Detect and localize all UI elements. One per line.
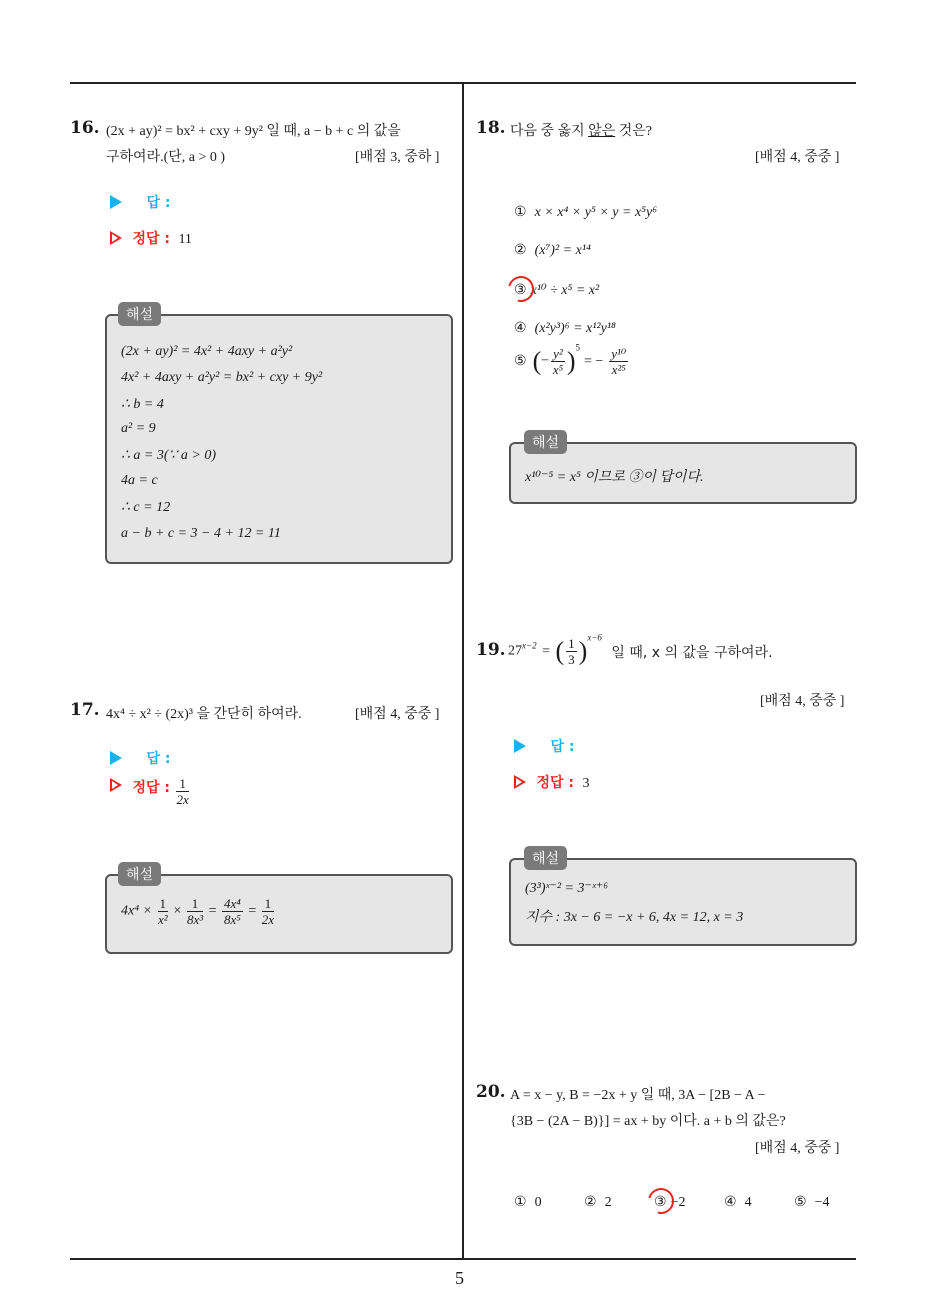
question-18-score: [배점 4, 중중 ] — [755, 150, 840, 165]
selected-circle-mark — [503, 271, 539, 307]
fraction-numerator: 4x⁴ — [224, 896, 241, 911]
bottom-rule — [70, 1258, 856, 1260]
left-paren: ( — [555, 636, 565, 666]
question-17-answer-row[interactable] — [110, 748, 170, 768]
fraction-denominator: 2x — [261, 912, 274, 927]
selected-circle-mark — [643, 1183, 679, 1219]
solution-tab: 해설 — [524, 430, 567, 454]
fraction-numerator: 1 — [568, 636, 575, 651]
solution-tab: 해설 — [118, 302, 161, 326]
solution-fraction — [158, 896, 169, 927]
fraction-denominator: 2x — [176, 792, 189, 807]
right-paren: ) — [566, 346, 576, 376]
solution-operator: = — [208, 903, 217, 919]
answer-label: 답 : — [146, 195, 171, 211]
equation-fraction — [566, 636, 577, 667]
solution-fraction — [187, 896, 203, 927]
fraction-denominator: 8x³ — [186, 912, 204, 927]
option-2[interactable] — [514, 242, 591, 259]
equation-base: 27 — [508, 643, 522, 659]
solution-line: 4x² + 4axy + a²y² = bx² + cxy + 9y² — [121, 370, 323, 385]
option-marker: ④ — [514, 321, 527, 336]
question-20-number: 20. — [476, 1082, 506, 1102]
option-5[interactable] — [794, 1194, 829, 1211]
answer-label: 답 : — [550, 739, 575, 755]
question-16-answer-row[interactable] — [110, 192, 170, 212]
question-18-text — [510, 120, 652, 140]
option-5[interactable] — [514, 342, 630, 377]
hollow-arrow-icon — [110, 778, 122, 792]
option-4[interactable] — [724, 1194, 752, 1211]
solution-tab: 해설 — [524, 846, 567, 870]
question-19-number: 19. — [476, 640, 506, 660]
correct-value: 11 — [178, 232, 192, 247]
option-marker: ① — [514, 205, 527, 220]
option-value: 4 — [744, 1195, 752, 1210]
question-text: 일 때, x 의 값을 구하여라. — [611, 644, 773, 661]
question-19-solution-box — [509, 858, 857, 946]
fraction-numerator: y² — [553, 346, 563, 361]
solution-fraction — [262, 896, 274, 927]
play-arrow-icon — [514, 739, 526, 753]
option-marker: ④ — [724, 1195, 737, 1210]
fraction-denominator: x² — [157, 912, 168, 927]
solution-line: ∴ c = 12 — [121, 500, 171, 515]
question-17-solution-box — [105, 874, 453, 954]
fraction-numerator: 1 — [262, 896, 274, 912]
right-paren: ) — [578, 636, 588, 666]
question-17-correct-row — [110, 776, 191, 807]
solution-operator: = — [248, 903, 257, 919]
solution-fraction — [222, 896, 243, 927]
hollow-arrow-icon — [110, 231, 122, 245]
option-marker: ② — [584, 1195, 597, 1210]
question-16-text: (2x + ay)² = bx² + cxy + 9y² 일 때, a − b + c 의 값을 — [106, 124, 401, 139]
question-19-correct-row — [514, 772, 589, 792]
option-value: 2 — [604, 1195, 612, 1210]
option-equals: = − — [583, 353, 604, 369]
question-16-solution-box — [105, 314, 453, 564]
option-value: −2 — [670, 1195, 686, 1210]
question-text-part: 것은? — [615, 124, 652, 139]
option-1[interactable] — [514, 1194, 542, 1211]
option-marker: ③ — [654, 1195, 667, 1210]
correct-label: 정답 : — [536, 775, 574, 791]
fraction-denominator: 3 — [568, 652, 575, 667]
question-16-score: [배점 3, 중하 ] — [355, 150, 440, 165]
option-marker: ① — [514, 1195, 527, 1210]
question-16-number: 16. — [70, 118, 100, 138]
question-text-part: 다음 중 옳지 — [510, 124, 589, 139]
solution-line: (3³)ˣ⁻² = 3⁻ˣ⁺⁶ — [525, 881, 609, 896]
option-marker: ⑤ — [514, 354, 527, 369]
question-19-answer-row[interactable] — [514, 736, 574, 756]
question-20-score: [배점 4, 중중 ] — [755, 1141, 840, 1156]
question-16-correct-row — [110, 228, 192, 248]
option-4[interactable] — [514, 320, 616, 337]
fraction-numerator: 1 — [176, 776, 188, 792]
fraction-denominator: x²⁵ — [611, 362, 626, 377]
option-result-fraction — [609, 346, 628, 377]
answer-label: 답 : — [146, 751, 171, 767]
correct-label: 정답 : — [132, 231, 170, 247]
question-16-text-line2: 구하여라.(단, a > 0 ) — [106, 150, 226, 165]
option-exponent: 5 — [575, 342, 580, 353]
fraction-denominator: 8x⁵ — [224, 912, 241, 927]
correct-label: 정답 : — [132, 779, 170, 796]
equation-equals: = — [542, 643, 550, 659]
page-number: 5 — [455, 1268, 464, 1288]
question-17-text: 4x⁴ ÷ x² ÷ (2x)³ 을 간단히 하여라. — [106, 707, 302, 722]
solution-line: 4a = c — [121, 473, 158, 488]
solution-term: 4x⁴ × — [121, 903, 153, 919]
question-19-text — [508, 632, 773, 667]
option-text: x × x⁴ × y⁵ × y = x⁵y⁶ — [534, 205, 658, 220]
solution-line: x¹⁰⁻⁵ = x⁵ 이므로 ③이 답이다. — [525, 470, 704, 485]
option-minus: − — [541, 353, 550, 369]
question-19-score: [배점 4, 중중 ] — [760, 694, 845, 709]
solution-line: a² = 9 — [121, 421, 156, 436]
play-arrow-icon — [110, 751, 122, 765]
solution-tab: 해설 — [118, 862, 161, 886]
hollow-arrow-icon — [514, 775, 526, 789]
play-arrow-icon — [110, 195, 122, 209]
solution-line: 지수 : 3x − 6 = −x + 6, 4x = 12, x = 3 — [525, 910, 744, 925]
question-17-number: 17. — [70, 700, 100, 720]
fraction-numerator: 1 — [159, 896, 167, 911]
option-value: −4 — [814, 1195, 830, 1210]
question-17-score: [배점 4, 중중 ] — [355, 707, 440, 722]
solution-line: a − b + c = 3 − 4 + 12 = 11 — [121, 526, 281, 541]
question-20-text-line2: {3B − (2A − B)}] = ax + by 이다. a + b 의 값은? — [510, 1114, 786, 1129]
option-marker: ② — [514, 243, 527, 258]
equation-exponent: x−6 — [587, 632, 602, 643]
solution-line — [121, 896, 276, 927]
solution-line: (2x + ay)² = 4x² + 4axy + a²y² — [121, 344, 293, 359]
question-20-text-line1: A = x − y, B = −2x + y 일 때, 3A − [2B − A − — [510, 1088, 766, 1103]
option-text: (x⁷)² = x¹⁴ — [534, 243, 591, 258]
solution-operator: × — [173, 903, 182, 919]
option-marker: ⑤ — [794, 1195, 807, 1210]
option-text: x¹⁰ ÷ x⁵ = x² — [530, 283, 600, 298]
correct-value: 3 — [582, 776, 590, 791]
left-paren: ( — [532, 346, 542, 376]
solution-line: ∴ b = 4 — [121, 397, 164, 412]
option-text: (x²y³)⁶ = x¹²y¹⁸ — [534, 321, 616, 336]
question-18-number: 18. — [476, 118, 506, 138]
fraction-denominator: x⁵ — [552, 362, 564, 377]
option-fraction — [551, 346, 565, 377]
column-divider — [462, 82, 464, 1260]
fraction-numerator: y¹⁰ — [611, 346, 627, 361]
option-1[interactable] — [514, 204, 657, 221]
question-text-underlined: 않은 — [588, 124, 616, 139]
fraction-numerator: 1 — [187, 896, 203, 912]
option-2[interactable] — [584, 1194, 612, 1211]
option-value: 0 — [534, 1195, 542, 1210]
option-marker: ③ — [514, 283, 527, 298]
equation-exponent: x−2 — [522, 640, 537, 651]
correct-fraction — [176, 776, 188, 807]
solution-line: ∴ a = 3(∵ a > 0) — [121, 448, 217, 463]
